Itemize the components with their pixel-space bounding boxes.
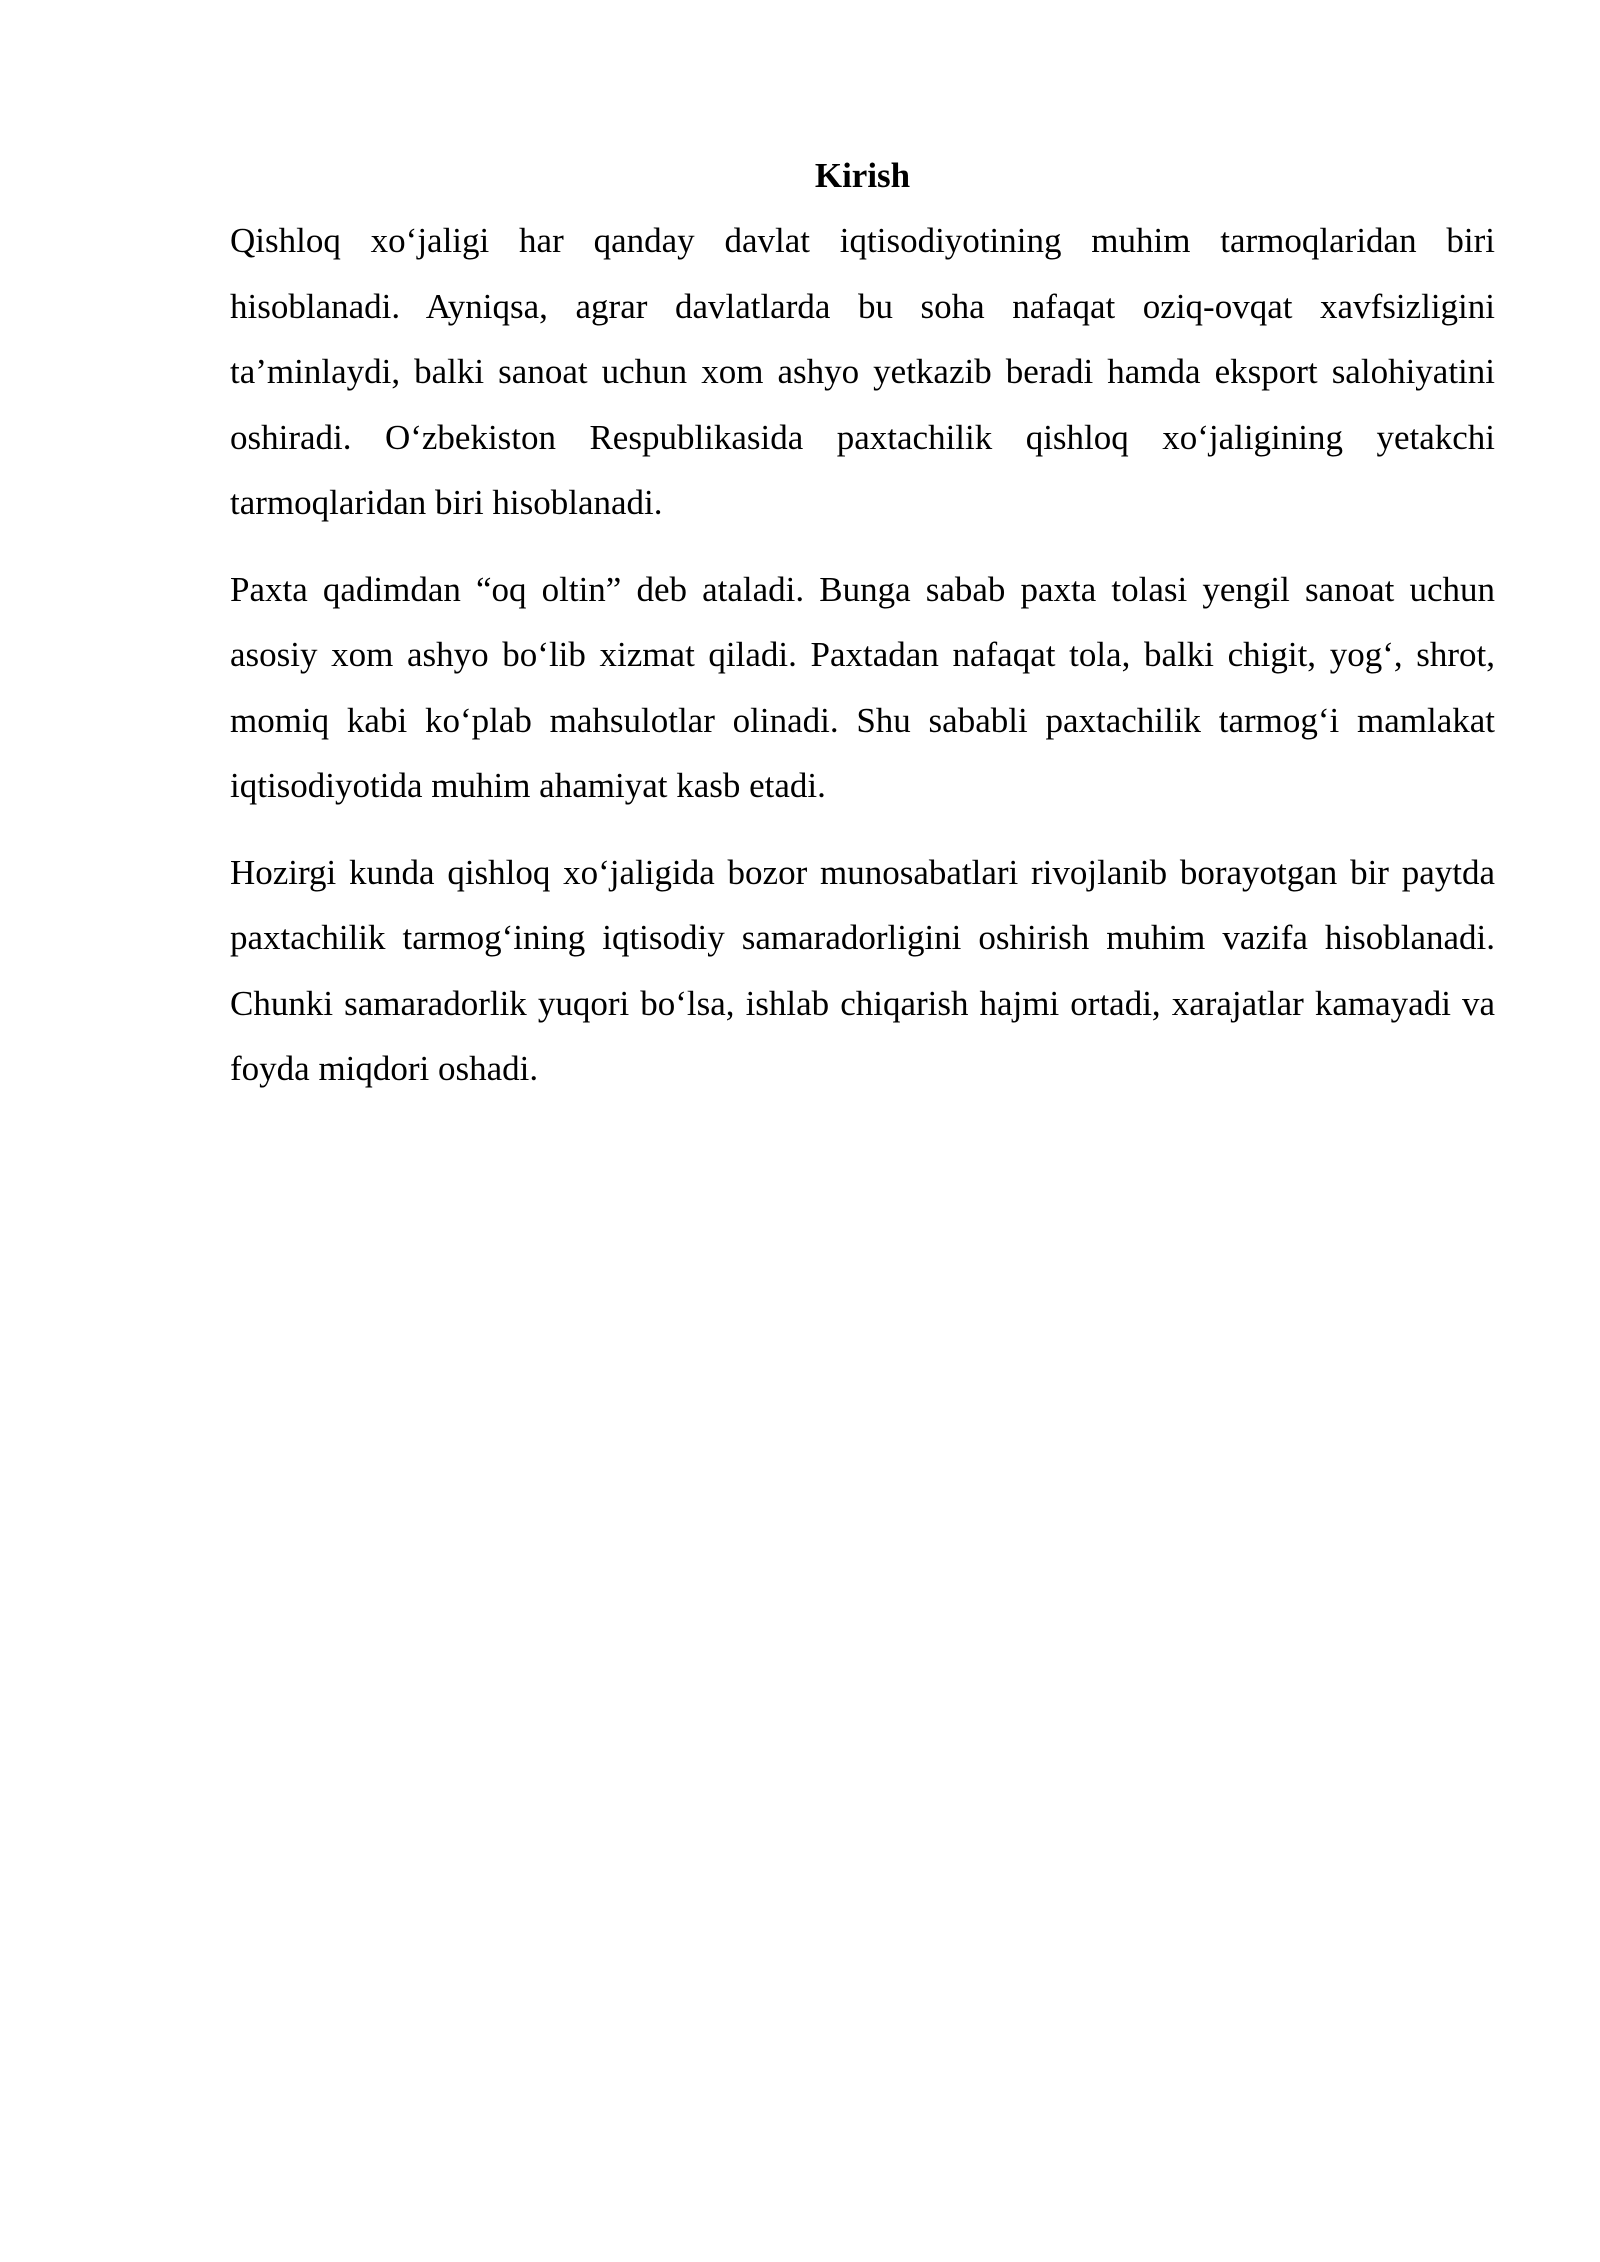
document-body bbox=[230, 148, 1495, 1123]
section-title: Kirish bbox=[814, 156, 911, 195]
paragraph-3: Hozirgi kunda qishloq xo‘jaligida bozor munosabatlari rivojlanib borayotgan bir paytda paxtachilik tarmog‘ining iqtisodiy samaradorligini oshirish muhim vazifa hisoblanadi. Chunki samaradorlik yuqori bo‘lsa, ishlab chiqarish hajmi ortadi, xarajatlar kamayadi va foyda miqdori oshadi. bbox=[230, 852, 1495, 1088]
paragraph-2: Paxta qadimdan “oq oltin” deb ataladi. Bunga sabab paxta tolasi yengil sanoat uchun asosiy xom ashyo bo‘lib xizmat qiladi. Paxtadan nafaqat tola, balki chigit, yog‘, shrot, momiq kabi ko‘plab mahsulotlar olinadi. Shu sababli paxtachilik tarmog‘i mamlakat iqtisodiyotida muhim ahamiyat kasb etadi. bbox=[230, 569, 1495, 805]
paragraph-1: Qishloq xo‘jaligi har qanday davlat iqtisodiyotining muhim tarmoqlaridan biri hisoblanadi. Ayniqsa, agrar davlatlarda bu soha nafaqat oziq-ovqat xavfsizligini ta’minlaydi, balki sanoat uchun xom ashyo yetkazib beradi hamda eksport salohiyatini oshiradi. O‘zbekiston Respublikasida paxtachilik qishloq xo‘jaligining yetakchi tarmoqlaridan biri hisoblanadi. bbox=[230, 221, 1495, 522]
